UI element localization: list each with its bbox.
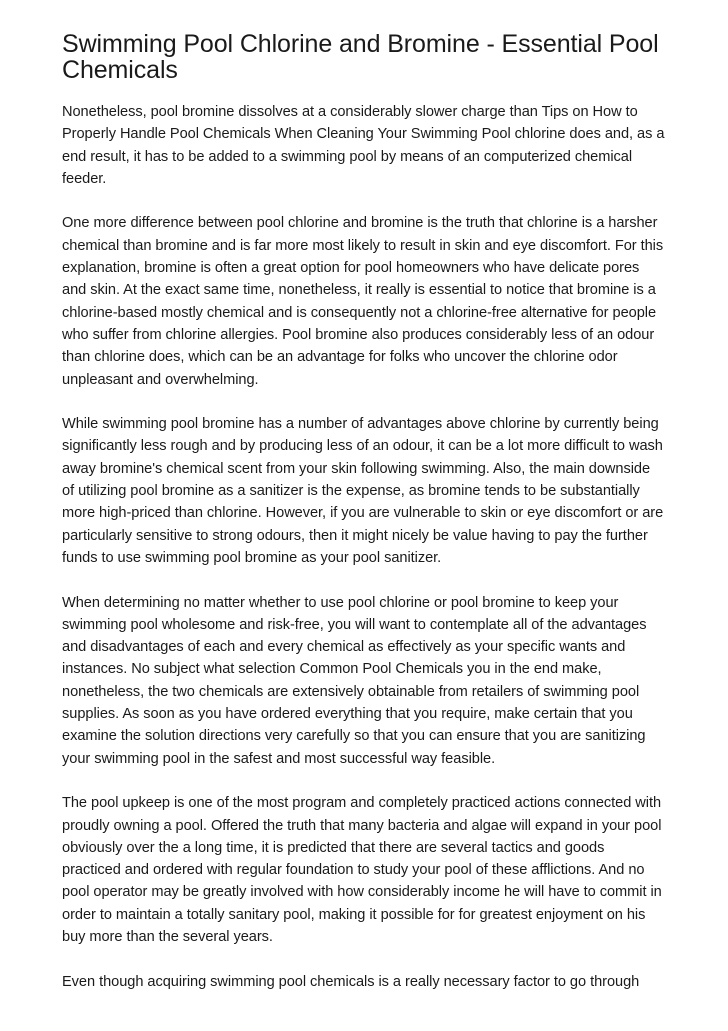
paragraph-2: One more difference between pool chlorine and bromine is the truth that chlorine is a harsher chemical than bromine and is far more most likely to result in skin and eye discomfort. For this explanation, bromine is often a great option for pool homeowners who have delicate pores and skin. At the exact same time, nonetheless, it really is essential to notice that bromine is a chlorine-based mostly chemical and is consequently not a chlorine-free alternative for people who suffer from chlorine allergies. Pool bromine also produces considerably less of an odour than chlorine does, which can be an advantage for folks who uncover the chlorine odor unpleasant and overwhelming. xyxy=(62,215,664,388)
document-title: Swimming Pool Chlorine and Bromine - Essential Pool Chemicals xyxy=(62,30,659,84)
paragraph-5: The pool upkeep is one of the most program and completely practiced actions connected with proudly owning a pool. Offered the truth that many bacteria and algae will expand in your pool obviously over the a long time, it is predicted that there are several tactics and goods practiced and ordered with regular foundation to study your pool of these afflictions. And no pool operator may be greatly involved with how considerably income he will have to commit in order to maintain a totally sanitary pool, making it possible for for greatest enjoyment on his buy more than the several years. xyxy=(62,795,662,945)
paragraph-1: Nonetheless, pool bromine dissolves at a considerably slower charge than Tips on How to Properly Handle Pool Chemicals When Cleaning Your Swimming Pool chlorine does and, as a end result, it has to be added to a swimming pool by means of an computerized chemical feeder. xyxy=(62,104,665,187)
paragraph-3: While swimming pool bromine has a number of advantages above chlorine by currently being significantly less rough and by producing less of an odour, it can be a lot more difficult to wash away bromine's chemical scent from your skin following swimming. Also, the main downside of utilizing pool bromine as a sanitizer is the expense, as bromine tends to be substantially more high-priced than chlorine. However, if you are vulnerable to skin or eye discomfort or are particularly sensitive to strong odours, then it might nicely be value having to pay the further funds to use swimming pool bromine as your pool sanitizer. xyxy=(62,416,664,566)
paragraph-6: Even though acquiring swimming pool chemicals is a really necessary factor to go through xyxy=(62,973,640,990)
paragraph-4: When determining no matter whether to use pool chlorine or pool bromine to keep your swimming pool wholesome and risk-free, you will want to contemplate all of the advantages and disadvantages of each and every chemical as effectively as your specific wants and instances. No subject what selection Common Pool Chemicals you in the end make, nonetheless, the two chemicals are extensively obtainable from retailers of swimming pool supplies. As soon as you have ordered everything that you require, make certain that you examine the solution directions very carefully so that you can ensure that you are sanitizing your swimming pool in the safest and most successful way feasible. xyxy=(62,594,647,767)
